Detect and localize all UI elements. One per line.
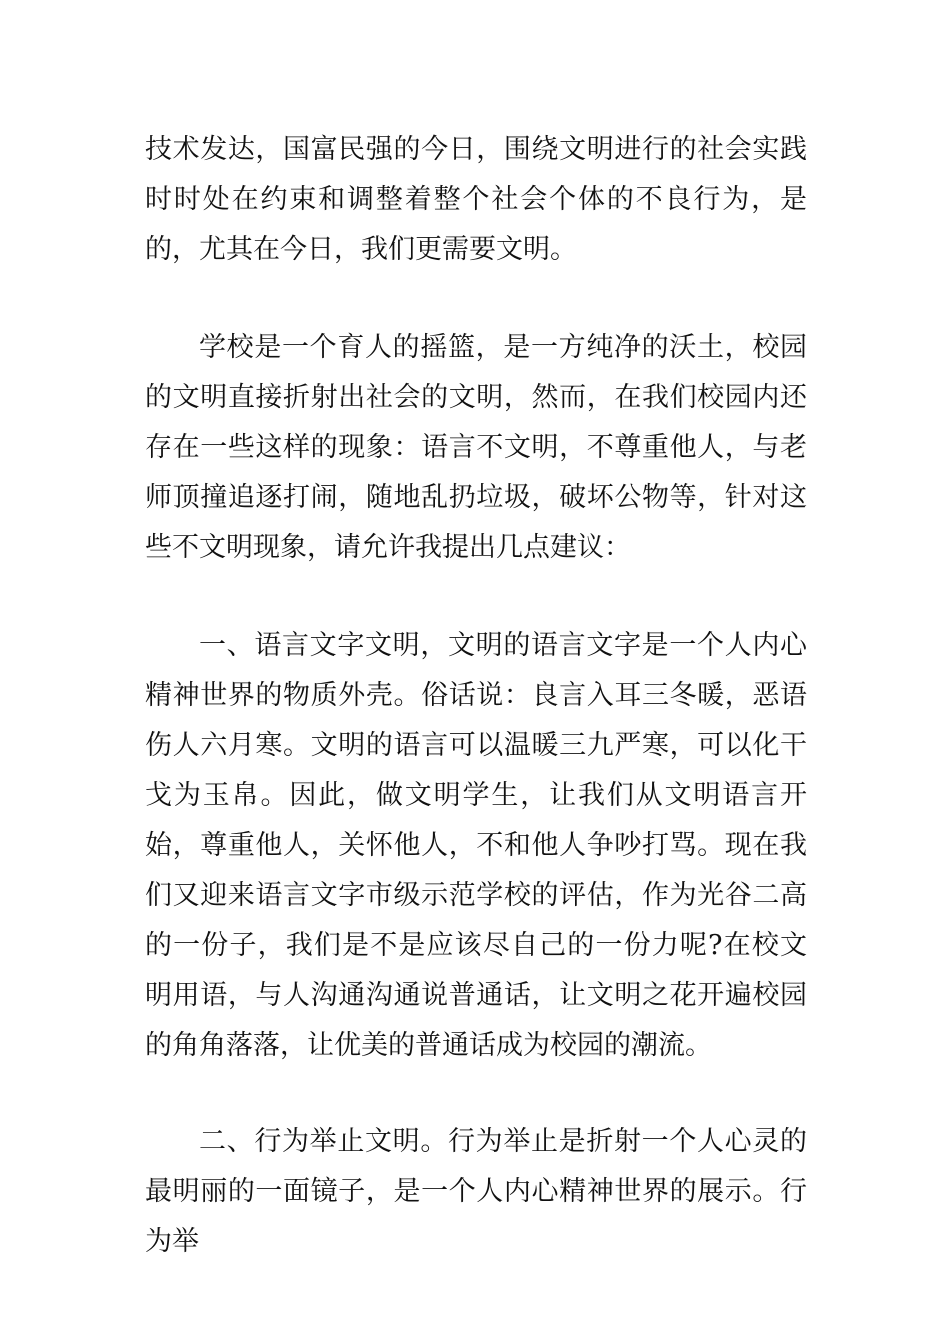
paragraph-4: 二、行为举止文明。行为举止是折射一个人心灵的最明丽的一面镜子，是一个人内心精神世界的展示。行为举	[145, 1126, 807, 1257]
paragraph-3: 一、语言文字文明，文明的语言文字是一个人内心精神世界的物质外壳。俗话说：良言入耳三冬暖，恶语伤人六月寒。文明的语言可以温暖三九严寒，可以化干戈为玉帛。因此，做文明学生，让我们从文明语言开始，尊重他人，关怀他人，不和他人争吵打骂。现在我们又迎来语言文字市级示范学校的评估，作为光谷二高的一份子，我们是不是应该尽自己的一份力呢?在校文明用语，与人沟通沟通说普通话，让文明之花开遍校园的角角落落，让优美的普通话成为校园的潮流。	[145, 630, 807, 1061]
paragraph-1: 技术发达，国富民强的今日，围绕文明进行的社会实践时时处在约束和调整着整个社会个体的不良行为，是的，尤其在今日，我们更需要文明。	[145, 134, 807, 265]
paragraph-2: 学校是一个育人的摇篮，是一方纯净的沃土，校园的文明直接折射出社会的文明，然而，在我们校园内还存在一些这样的现象：语言不文明，不尊重他人，与老师顶撞追逐打闹，随地乱扔垃圾，破坏公物等，针对这些不文明现象，请允许我提出几点建议：	[145, 332, 807, 563]
